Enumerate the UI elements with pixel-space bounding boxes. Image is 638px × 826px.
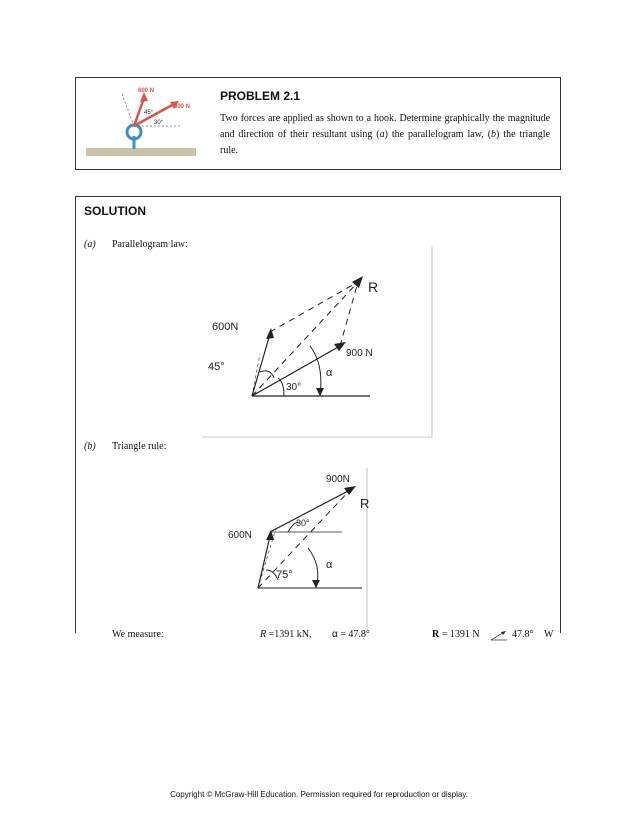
- measured-alpha: α = 47.8°: [332, 629, 370, 640]
- ground: [86, 148, 196, 156]
- sketch-b-900-label: 900N: [326, 474, 350, 485]
- sketch-b-30-label: 30°: [296, 518, 310, 528]
- sketch-a-alpha-label: α: [326, 367, 333, 379]
- sketch-a-resultant: [252, 282, 358, 396]
- sketch-a-600-label: 600N: [212, 321, 239, 333]
- sketch-b-R-label: R: [360, 496, 370, 511]
- problem-figure: [82, 82, 202, 164]
- sketch-a-900-label: 900 N: [346, 348, 373, 359]
- fig-force1-label: 600 N: [138, 88, 155, 94]
- sketch-b-600-arrow: [258, 536, 270, 588]
- sketch-a-R-label: R: [368, 279, 379, 295]
- fig-angle2-label: 30°: [154, 120, 164, 126]
- problem-title: PROBLEM 2.1: [220, 89, 301, 103]
- triangle-sketch: [222, 466, 422, 632]
- final-angle: 47.8°: [512, 629, 534, 640]
- sketch-b-600-label: 600N: [228, 530, 252, 541]
- final-answer: R = 1391 N: [432, 629, 480, 640]
- parallelogram-sketch: [200, 244, 436, 439]
- sketch-a-45-label: 45°: [208, 361, 225, 373]
- copyright-footer: Copyright © McGraw-Hill Education. Permission required for reproduction or display.: [170, 790, 468, 799]
- solution-title: SOLUTION: [84, 204, 146, 218]
- fig-force2-label: 900 N: [174, 104, 191, 110]
- sketch-b-alpha-label: α: [326, 559, 333, 571]
- direction-angle-icon: [490, 631, 508, 641]
- measure-label: We measure:: [112, 629, 164, 640]
- fig-angle1-label: 45°: [144, 110, 154, 116]
- measured-R: R =1391 kN,: [260, 629, 312, 640]
- sketch-b-75-label: 75°: [276, 569, 293, 581]
- problem-statement: Two forces are applied as shown to a hook. Determine graphically the magnitude and direction of their resultant using (a) the parallelogram law, (b) the triangle rule.: [220, 113, 550, 156]
- sketch-a-30-label: 30°: [286, 382, 302, 393]
- part-b-text: Triangle rule:: [112, 441, 167, 452]
- part-a-text: Parallelogram law:: [112, 239, 188, 250]
- part-a-label: (a): [84, 239, 96, 250]
- sketch-b-900-arrow: [270, 490, 350, 532]
- part-b-label: (b): [84, 441, 96, 452]
- final-direction-mark: W: [544, 629, 554, 640]
